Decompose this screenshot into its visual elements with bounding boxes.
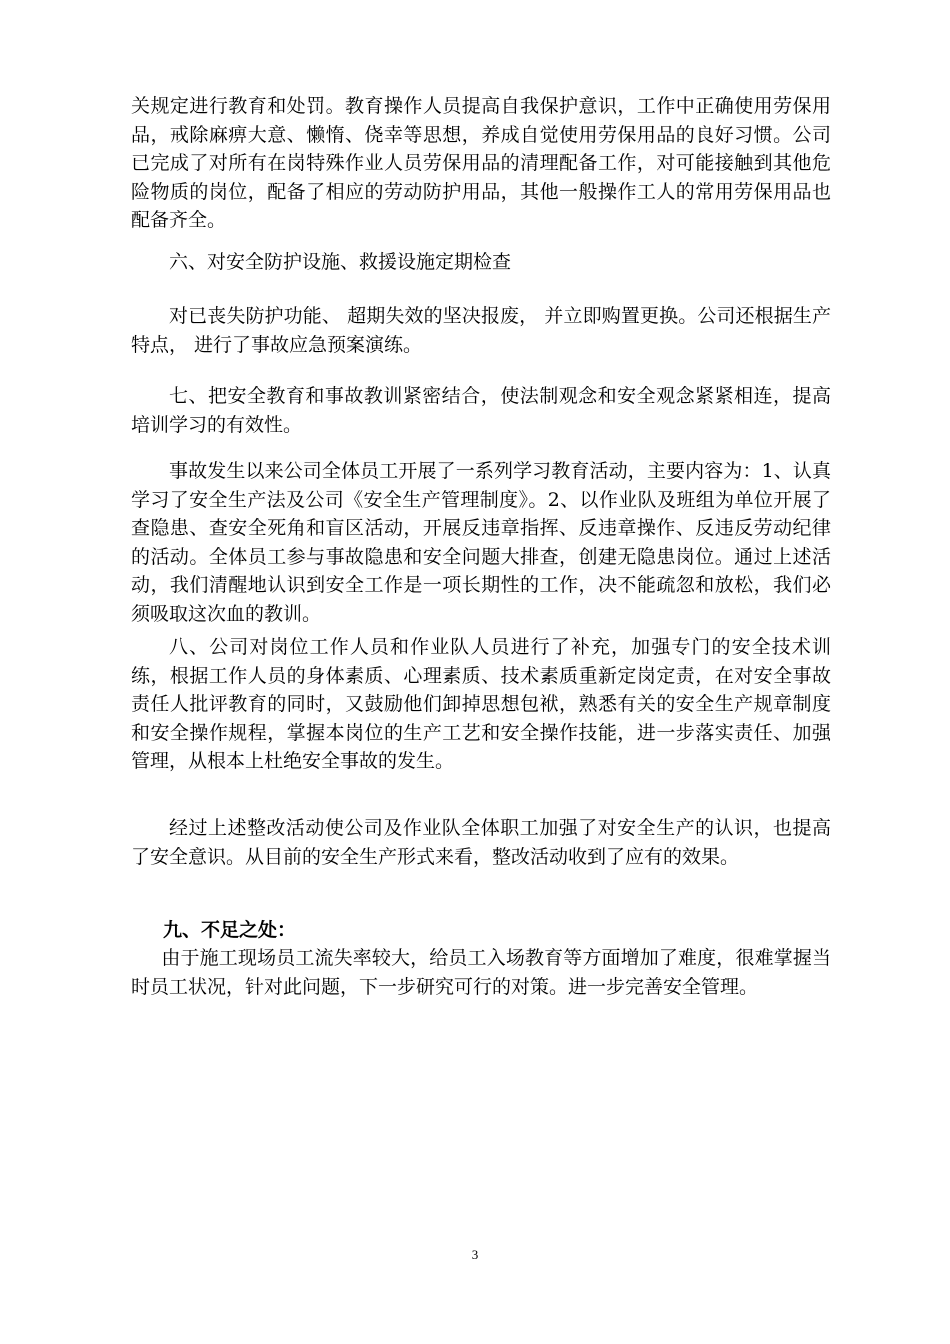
paragraph-learning-activities: 事故发生以来公司全体员工开展了一系列学习教育活动，主要内容为：1、认真学习了安全生产法及公司《安全生产管理制度》。2、以作业队及班组为单位开展了查隐患、查安全死角和盲区活动，开展反违章指挥、反违章操作、反违反劳动纪律的活动。全体员工参与事故隐患和安全问题大排查，创建无隐患岗位。通过上述活动，我们清醒地认识到安全工作是一项长期性的工作，决不能疏忽和放松，我们必须吸取这次血的教训。 <box>131 460 831 625</box>
paragraph-section-six-body: 对已丧失防护功能、 超期失效的坚决报废， 并立即购置更换。公司还根据生产特点， 进行了事故应急预案演练。 <box>131 305 831 356</box>
heading-section-six: 六、对安全防护设施、救援设施定期检查 <box>169 251 512 273</box>
paragraph-section-eight: 八、公司对岗位工作人员和作业队人员进行了补充，加强专门的安全技术训练，根据工作人员的身体素质、心理素质、技术素质重新定岗定责，在对安全事故责任人批评教育的同时，又鼓励他们卸掉思想包袱，熟悉有关的安全生产规章制度和安全操作规程，掌握本岗位的生产工艺和安全操作技能，进一步落实责任、加强管理，从根本上杜绝安全事故的发生。 <box>131 636 831 772</box>
heading-section-seven: 七、把安全教育和事故教训紧密结合，使法制观念和安全观念紧紧相连，提高培训学习的有效性。 <box>131 385 831 436</box>
paragraph-section-nine-body: 由于施工现场员工流失率较大，给员工入场教育等方面增加了难度，很难掌握当时员工状况，针对此问题，下一步研究可行的对策。进一步完善安全管理。 <box>131 947 831 998</box>
page-number: 3 <box>471 1247 479 1262</box>
heading-section-nine: 九、不足之处： <box>163 919 297 941</box>
paragraph-rectification-results: 经过上述整改活动使公司及作业队全体职工加强了对安全生产的认识，也提高了安全意识。从目前的安全生产形式来看，整改活动收到了应有的效果。 <box>131 817 831 868</box>
paragraph-ppe-education: 关规定进行教育和处罚。教育操作人员提高自我保护意识，工作中正确使用劳保用品，戒除麻痹大意、懒惰、侥幸等思想，养成自觉使用劳保用品的良好习惯。公司已完成了对所有在岗特殊作业人员劳保用品的清理配备工作，对可能接触到其他危险物质的岗位，配备了相应的劳动防护用品，其他一般操作工人的常用劳保用品也配备齐全。 <box>131 95 831 231</box>
